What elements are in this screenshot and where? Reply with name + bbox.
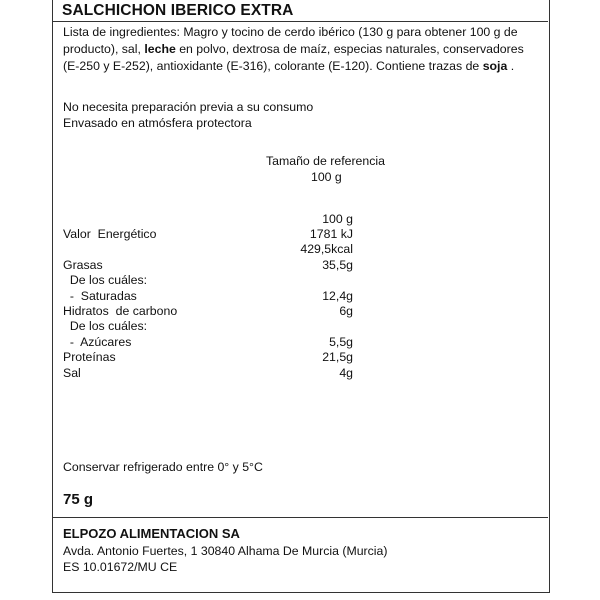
- nutrient-label: De los cuáles:: [63, 319, 148, 334]
- nutrition-row: [63, 350, 353, 365]
- nutrition-row: [63, 227, 353, 242]
- packaging-note: Envasado en atmósfera protectora: [63, 116, 252, 130]
- product-title: SALCHICHON IBERICO EXTRA: [62, 2, 294, 19]
- company-address: Avda. Antonio Fuertes, 1 30840 Alhama De Murcia (Murcia): [63, 544, 388, 558]
- nutrient-value: 6g: [339, 304, 353, 318]
- nutrient-value: 12,4g: [322, 288, 353, 303]
- nutrition-row: [63, 273, 353, 288]
- nutrient-value: 5,5g: [329, 334, 353, 349]
- weight-divider: [53, 517, 548, 518]
- nutrition-row: [63, 242, 353, 257]
- nutrient-label: De los cuáles:: [63, 273, 148, 288]
- nutrient-label: Sal: [63, 365, 81, 380]
- title-divider: [53, 21, 548, 22]
- nutrient-label: - Saturadas: [63, 288, 137, 303]
- nutrient-value: 1781 kJ: [309, 227, 353, 241]
- nutrient-value: 35,5g: [322, 257, 353, 272]
- preparation-note: No necesita preparación previa a su consumo: [63, 100, 314, 114]
- nutrition-row: [63, 258, 353, 273]
- company-name: ELPOZO ALIMENTACION SA: [63, 526, 240, 541]
- storage-note: Conservar refrigerado entre 0° y 5°C: [63, 460, 263, 474]
- nutrition-row: [63, 335, 353, 350]
- nutrient-label: Grasas: [63, 257, 103, 272]
- nutrient-value: 4g: [339, 365, 353, 380]
- reference-size-label: Tamaño de referencia: [266, 154, 385, 168]
- nutrient-value: 21,5g: [322, 350, 353, 365]
- nutrient-label: Hidratos de carbono: [63, 304, 178, 318]
- nutrition-row: [63, 289, 353, 304]
- ingredients-text: Lista de ingredientes: Magro y tocino de cerdo ibérico (130 g para obtener 100 g de producto), sal, leche en polvo, dextrosa de maíz, especias naturales, conservadores (E-250 y E-252), antioxidante (E-316), colorante (E-120). Contiene trazas de soja .: [63, 25, 524, 73]
- allergen-soja: soja: [482, 59, 508, 73]
- reference-size-amount: 100 g: [311, 170, 342, 184]
- nutrition-header-amount: 100 g: [322, 212, 353, 226]
- nutrition-row: [63, 304, 353, 319]
- allergen-leche: leche: [144, 42, 176, 56]
- nutrient-label: Proteínas: [63, 350, 116, 365]
- nutrient-label: Valor Energético: [63, 227, 157, 241]
- nutrition-header: [63, 212, 353, 227]
- nutrient-label: - Azúcares: [63, 334, 132, 349]
- nutrition-row: [63, 366, 353, 381]
- sanitary-registry: ES 10.01672/MU CE: [63, 560, 178, 574]
- nutrition-row: [63, 319, 353, 334]
- net-weight: 75 g: [63, 491, 94, 508]
- nutrient-value: 429,5kcal: [300, 242, 353, 257]
